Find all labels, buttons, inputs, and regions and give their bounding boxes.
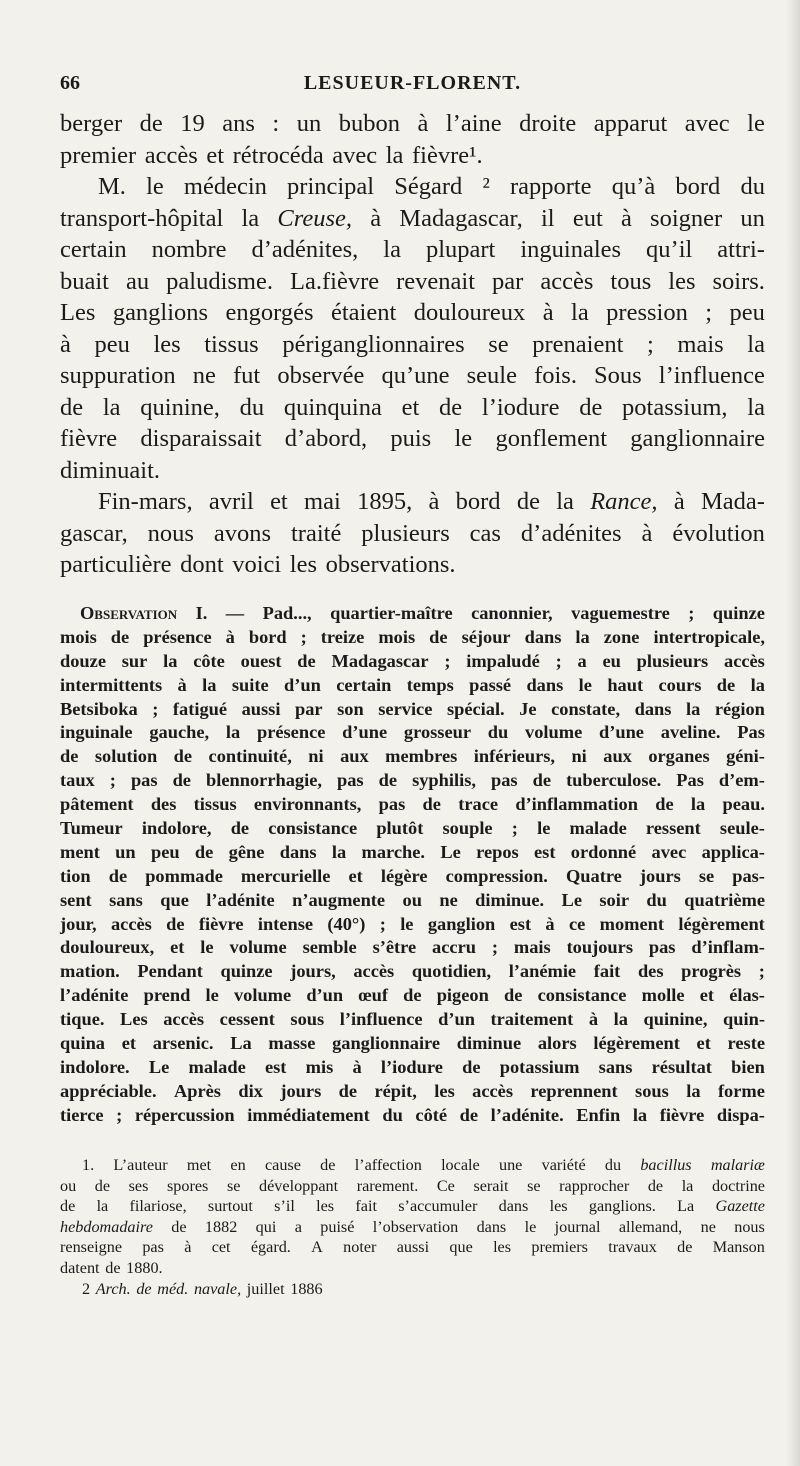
main-line: transport-hôpital la Creuse, à Madagascar, il eut à soigner un	[60, 204, 765, 232]
observation-line: ment un peu de gêne dans la marche. Le repos est ordonné avec applica-	[60, 841, 765, 862]
page-number: 66	[60, 72, 80, 94]
footnote-line: 1. L’auteur met en cause de l’affection locale une variété du bacillus malariæ	[82, 1156, 765, 1174]
footnote-line: ou de ses spores se développant rarement. Ce serait se rapprocher de la doctrine	[60, 1176, 765, 1195]
footnote-line: datent de 1880.	[60, 1258, 163, 1277]
observation-line: douze sur la côte ouest de Madagascar ; impaludé ; a eu plusieurs accès	[60, 650, 765, 671]
observation-line: tique. Les accès cessent sous l’influence d’un traitement à la quinine, quin-	[60, 1009, 765, 1030]
page-header	[60, 72, 765, 102]
footnote-line: hebdomadaire de 1882 qui a puisé l’observation dans le journal allemand, ne nous	[60, 1217, 765, 1236]
main-line: à peu les tissus périganglionnaires se prenaient ; mais la	[60, 330, 765, 358]
observation-line: pâtement des tissus environnants, pas de trace d’inflammation de la peau.	[60, 794, 765, 815]
main-line: Fin-mars, avril et mai 1895, à bord de la Rance, à Mada-	[98, 488, 765, 515]
footnotes	[60, 1155, 765, 1299]
main-line: diminuait.	[60, 456, 161, 484]
observation-line: tierce ; répercussion immédiatement du côté de l’adénite. Enfin la fièvre dispa-	[60, 1104, 765, 1125]
main-text	[60, 108, 765, 581]
observation-line: indolore. Le malade est mis à l’iodure de potassium sans résultat bien	[60, 1056, 765, 1077]
footnote-line: de la filariose, surtout s’il les fait s’accumuler dans les ganglions. La Gazette	[60, 1197, 765, 1216]
observation-line: de solution de continuité, ni aux membres inférieurs, ni aux organes géni-	[60, 746, 765, 767]
observation-line: l’adénite prend le volume d’un œuf de pigeon de consistance molle et élas-	[60, 985, 765, 1006]
observation-line: tion de pommade mercurielle et légère compression. Quatre jours se pas-	[60, 865, 765, 886]
running-head: LESUEUR-FLORENT.	[303, 72, 522, 94]
main-line: premier accès et rétrocéda avec la fièvre¹.	[60, 141, 483, 169]
main-line: suppuration ne fut observée qu’une seule fois. Sous l’influence	[60, 362, 765, 389]
observation-line: quina et arsenic. La masse ganglionnaire diminue alors légèrement et reste	[60, 1033, 765, 1054]
main-line: berger de 19 ans : un bubon à l’aine droite apparut avec le	[60, 110, 765, 137]
observation-line: mois de présence à bord ; treize mois de séjour dans la zone intertropicale,	[60, 626, 765, 647]
footnote-line: renseigne pas à cet égard. A noter aussi que les premiers travaux de Manson	[60, 1238, 765, 1257]
main-line: de la quinine, du quinquina et de l’iodure de potassium, la	[60, 393, 765, 421]
main-line: certain nombre d’adénites, la plupart inguinales qu’il attri-	[60, 236, 765, 263]
main-line: fièvre disparaissait d’abord, puis le gonflement ganglionnaire	[60, 425, 765, 452]
footnote-line: 2 Arch. de méd. navale, juillet 1886	[82, 1279, 323, 1298]
observation-line: douloureux, et le volume semble s’être accru ; mais toujours pas d’inflam-	[60, 937, 765, 958]
observation-line: mation. Pendant quinze jours, accès quotidien, l’anémie fait des progrès ;	[60, 961, 765, 982]
observation-line: intermittents à la suite d’un certain temps passé dans le haut cours de la	[60, 674, 765, 695]
observation-line: jour, accès de fièvre intense (40°) ; le ganglion est à ce moment légèrement	[60, 913, 765, 934]
observation-line: Betsiboka ; fatigué aussi par son service spécial. Je constate, dans la région	[60, 698, 765, 719]
observation-line: inguinale gauche, la présence d’une grosseur du volume d’une aveline. Pas	[60, 722, 765, 743]
page-edge-shadow	[786, 0, 800, 1466]
observation-text	[60, 602, 765, 1128]
observation-line: sent sans que l’adénite n’augmente ou ne diminue. Le soir du quatrième	[60, 889, 765, 910]
observation-line: taux ; pas de blennorrhagie, pas de syphilis, pas de tuberculose. Pas d’em-	[60, 770, 765, 791]
main-line: Les ganglions engorgés étaient douloureux à la pression ; peu	[60, 299, 765, 326]
main-line: buait au paludisme. La.fièvre revenait par accès tous les soirs.	[60, 267, 765, 295]
main-line: gascar, nous avons traité plusieurs cas d’adénites à évolution	[60, 519, 765, 547]
main-line: M. le médecin principal Ségard ² rapporte qu’à bord du	[98, 173, 765, 200]
observation-line: appréciable. Après dix jours de répit, les accès reprennent sous la forme	[60, 1080, 765, 1101]
observation-line: Tumeur indolore, de consistance plutôt souple ; le malade ressent seule-	[60, 818, 765, 839]
main-line: particulière dont voici les observations.	[60, 551, 456, 578]
observation-line: Observation I. — Pad..., quartier-maître canonnier, vaguemestre ; quinze	[80, 603, 765, 623]
